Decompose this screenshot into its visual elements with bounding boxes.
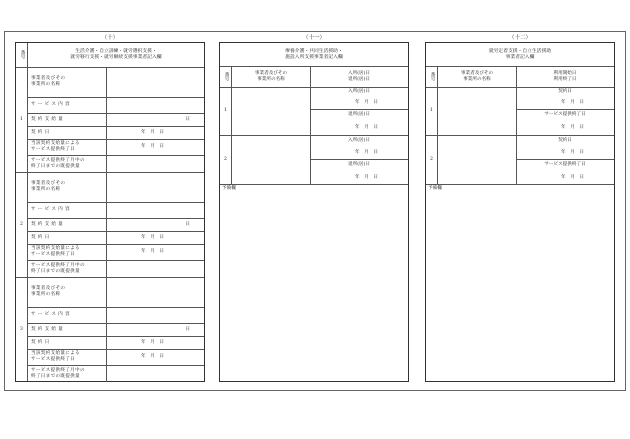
panel-12-note-label: 予備欄	[428, 186, 442, 191]
panel-11-row-1-number: 1	[224, 108, 227, 113]
panel-10-row-2-used-label: サービス提供終了月中の 終了日までの既提供量	[31, 262, 85, 274]
panel-10-row-2-contract_date-value[interactable]	[107, 231, 204, 244]
panel-10-row-3-end-value[interactable]	[107, 349, 204, 365]
panel-10-row-2-service-value[interactable]	[107, 202, 204, 218]
panel-10-row-2-office-label: 事業者及びその 事業所の名称	[31, 181, 66, 192]
panel-12-row-1-office[interactable]	[438, 87, 516, 135]
panel-12-row-1-contract-date[interactable]: 年 月 日	[561, 100, 584, 105]
panel-11-note-label: 予備欄	[222, 186, 236, 191]
panel-11-header-office: 事業者及びその 事業所の名称	[254, 70, 288, 82]
panel-10-row-1-contract_date-ymd: 年 月 日	[141, 130, 164, 135]
panel-10-row-3-office-label: 事業者及びその 事業所の名称	[31, 286, 66, 297]
panel-12	[425, 35, 615, 382]
panel-11-table	[219, 42, 409, 382]
panel-10-row-3-service-value[interactable]	[107, 307, 204, 323]
panel-10-row-2-used-value[interactable]	[107, 260, 204, 277]
panel-10-row-2-office-value[interactable]	[107, 172, 204, 202]
header-number: 番号	[20, 50, 25, 60]
panel-10-row-3-used-label: サービス提供終了月中の 終了日までの既提供量	[31, 367, 85, 379]
panel-11-row-2-out-label: 退所(居)日	[348, 162, 370, 167]
panel-10-row-2-end-label: 当該契約支給量による サービス提供終了日	[31, 246, 80, 257]
panel-10-table	[15, 42, 205, 382]
panel-10-row-1-office-label: 事業者及びその 事業所の名称	[31, 76, 66, 87]
panel-10-row-1-contract_date-value[interactable]	[107, 126, 204, 139]
panel-12-header-date: 利用開始日 利用終了日	[553, 70, 577, 82]
panel-10-row-1-used-label: サービス提供終了月中の 終了日までの既提供量	[31, 157, 85, 169]
panel-10-row-2-contract_date-label: 契約日	[31, 234, 52, 240]
panel-12-title: 就労定着支援・自立生活援助 事業者記入欄	[488, 48, 552, 60]
panel-10-row-3-used-value[interactable]	[107, 365, 204, 382]
panel-11-row-1-out-label: 退所(居)日	[348, 112, 370, 117]
panel-12-table	[425, 42, 615, 382]
panel-12-row-2-contract-date[interactable]: 年 月 日	[561, 150, 584, 155]
panel-10-row-1-end-value[interactable]	[107, 139, 204, 155]
panel-10-row-2-end-value[interactable]	[107, 244, 204, 260]
panel-10-row-1-end-ymd: 年 月 日	[141, 144, 164, 149]
panel-10-row-1-amount-value[interactable]	[107, 113, 204, 126]
panel-10	[15, 35, 205, 382]
panel-10-row-3-contract_date-label: 契約日	[31, 339, 52, 345]
panel-11-row-2-number: 2	[224, 156, 227, 162]
panel-10-row-1-service-label: サービス内容	[31, 102, 72, 107]
panel-12-row-1-number: 1	[430, 108, 433, 113]
panel-10-row-3-amount-label: 契約支給量	[31, 326, 65, 332]
panel-11-row-2-out-date[interactable]: 年 月 日	[355, 174, 378, 180]
panel-10-row-3-service-label: サービス内容	[31, 312, 72, 317]
panel-10-row-3-office-value[interactable]	[107, 277, 204, 307]
panel-12-row-2-contract-label: 契約日	[558, 138, 572, 143]
panel-10-row-1-end-label: 当該契約支給量による サービス提供終了日	[31, 141, 80, 152]
panel-12-row-2-end-date[interactable]: 年 月 日	[561, 174, 584, 180]
panel-12-row-1-end-date[interactable]: 年 月 日	[561, 125, 584, 130]
panel-10-row-3-amount-value[interactable]	[107, 323, 204, 336]
panel-10-row-2-amount-unit: 日	[185, 222, 190, 227]
panel-11-row-1-out-date[interactable]: 年 月 日	[355, 125, 378, 130]
panel-12-row-2-end-label: サービス提供終了日	[544, 162, 586, 167]
panel-12-header-office: 事業者及びその 事業所の名称	[460, 70, 494, 82]
panel-10-row-3-number: 3	[20, 326, 23, 332]
panel-11-header-number: 番号	[224, 71, 229, 82]
panel-10-row-3-amount-unit: 日	[185, 327, 190, 332]
panel-11-number: （十一）	[302, 35, 325, 41]
panel-10-row-1-contract_date-label: 契約日	[31, 129, 52, 135]
panel-12-row-2-office[interactable]	[438, 135, 516, 184]
panel-12-row-1-end-label: サービス提供終了日	[544, 112, 586, 117]
panel-12-row-1-contract-label: 契約日	[558, 89, 572, 94]
panel-10-number: （十）	[101, 35, 119, 41]
panel-11-row-1-in-date[interactable]: 年 月 日	[355, 100, 378, 105]
panel-11-row-1-office[interactable]	[232, 87, 310, 135]
panel-10-row-1-service-value[interactable]	[107, 97, 204, 113]
panel-10-row-3-contract_date-value[interactable]	[107, 336, 204, 349]
panel-10-row-2-end-ymd: 年 月 日	[141, 249, 164, 254]
panel-11-title: 療養介護・共同生活援助・ 施設入所支援事業者記入欄	[285, 48, 343, 60]
panel-11-header-date: 入所(居)日 退所(居)日	[348, 70, 370, 82]
panel-10-row-2-number: 2	[20, 221, 23, 227]
panel-10-row-2-amount-label: 契約支給量	[31, 221, 65, 227]
panel-10-row-2-contract_date-ymd: 年 月 日	[141, 235, 164, 240]
panel-11-note-area[interactable]	[220, 194, 408, 381]
panel-11-row-2-office[interactable]	[232, 135, 310, 184]
panel-10-row-1-amount-unit: 日	[185, 117, 190, 122]
panel-11-row-2-in-label: 入所(居)日	[348, 138, 370, 143]
panel-10-row-3-end-ymd: 年 月 日	[141, 354, 164, 359]
panel-10-row-2-amount-value[interactable]	[107, 218, 204, 231]
panel-10-row-1-used-value[interactable]	[107, 155, 204, 172]
panel-10-row-1-number: 1	[20, 116, 23, 122]
panel-12-note-area[interactable]	[426, 194, 614, 381]
panel-10-row-3-end-label: 当該契約支給量による サービス提供終了日	[31, 351, 80, 362]
panel-11-row-1-in-label: 入所(居)日	[348, 89, 370, 94]
panel-12-header-number: 番号	[430, 71, 435, 82]
panel-10-row-1-office-value[interactable]	[107, 67, 204, 97]
panel-11-row-2-in-date[interactable]: 年 月 日	[355, 150, 378, 155]
panel-12-row-2-number: 2	[430, 156, 433, 162]
panel-12-number: （十二）	[508, 35, 531, 41]
panel-11	[219, 35, 409, 382]
panel-10-row-2-service-label: サービス内容	[31, 207, 72, 212]
panel-10-row-3-contract_date-ymd: 年 月 日	[141, 340, 164, 345]
panel-10-row-1-amount-label: 契約支給量	[31, 116, 65, 122]
header-title: 生活介護・自立訓練・就労選択支援・ 就労移行支援・就労継続支援事業者記入欄	[70, 49, 162, 60]
